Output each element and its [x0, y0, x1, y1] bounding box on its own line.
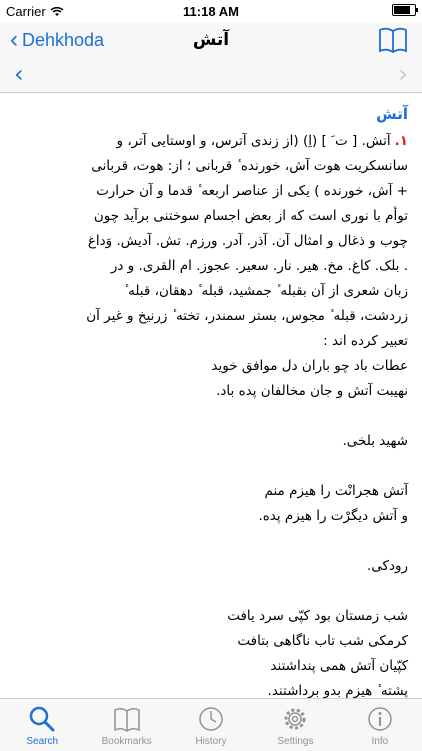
entry-line-text: زردشت، قبله ٔ مجوس، بستر سمندر، تخته ٔ زرنیخ و غیر آن — [86, 308, 408, 324]
carrier-label: Carrier — [6, 4, 46, 19]
tab-history[interactable] — [169, 699, 253, 751]
entry-line — [40, 154, 408, 179]
previous-entry-button[interactable] — [14, 60, 24, 88]
battery-icon — [392, 4, 416, 16]
entry-line-text: تعبیر کرده اند : — [323, 333, 408, 349]
entry-line — [40, 354, 408, 379]
status-right — [392, 4, 416, 16]
tab-bookmarks[interactable] — [84, 699, 168, 751]
entry-line — [40, 129, 408, 154]
chevron-right-icon: › — [398, 60, 408, 88]
sense-number: ۱. — [394, 133, 408, 149]
entry-line-text: سانسکریت هوت آش، خورنده ٔ قربانی ؛ از: هوت، قربانی — [91, 158, 408, 174]
nav-bar — [0, 22, 422, 93]
entry-heading: آتش — [376, 105, 408, 123]
entry-line-text: آتش. [ ت َ ] (اِ) (از زندی آترس، و اوستایی آتر، و — [116, 133, 391, 149]
chevron-left-icon: ‹ — [14, 60, 24, 88]
entry-line-text: و آتش دیگرْت را هیزم پده. — [258, 508, 408, 524]
entry-line — [40, 554, 408, 579]
tab-label: Bookmarks — [101, 736, 152, 747]
entry-line-text: کرمکی شب تاب ناگاهی بتافت — [237, 633, 408, 649]
entry-line — [40, 429, 408, 454]
blank-line — [40, 454, 408, 479]
entry-line — [40, 304, 408, 329]
info-icon — [366, 705, 394, 733]
blank-line — [40, 579, 408, 604]
next-entry-button[interactable] — [398, 60, 408, 88]
entry-line — [40, 329, 408, 354]
chevron-left-icon: ‹ — [10, 26, 18, 53]
entry-line — [40, 629, 408, 654]
entry-line-text: . بلک. کاغ. مخ. هیر. نار. سعیر. عجوز. ام القری. و در — [110, 258, 408, 274]
tab-settings[interactable] — [253, 699, 337, 751]
entry-line-text: رودکی. — [366, 558, 408, 574]
entry-line-text: عطات باد چو باران دل موافق خوید — [211, 358, 408, 374]
entry-line-text: چوب و ذغال و امثال آن. آذر. آدر. ورزم. تش. آدیش. وَداغ — [87, 233, 408, 249]
entry-line-text: شهید بلخی. — [342, 433, 408, 449]
blank-line — [40, 404, 408, 429]
battery-fill — [394, 6, 410, 14]
entry-line — [40, 479, 408, 504]
tab-label: Info — [371, 736, 389, 747]
status-time: 11:18 AM — [183, 4, 239, 19]
entry-line — [40, 204, 408, 229]
entry-line-text: شب زمستان بود کپّی سرد یافت — [227, 608, 408, 624]
entry-line — [40, 604, 408, 629]
settings-icon — [281, 705, 309, 733]
status-bar — [0, 0, 422, 22]
entry-body — [0, 123, 422, 698]
entry-line-text: کپّیان آتش همی پنداشتند — [270, 658, 408, 674]
entry-line — [40, 504, 408, 529]
entry-line-text: زبان شعری از آن بقبله ٔ جمشید، قبله ٔ دهقان، قبله ٔ — [123, 283, 408, 299]
bookmark-button[interactable] — [378, 26, 408, 58]
entry-line — [40, 279, 408, 304]
open-book-icon — [378, 26, 408, 54]
entry-line-text: نهیبت آتش و جان مخالفان پده باد. — [216, 383, 408, 399]
entry-line-text: آتش هجرانْت را هیزم منم — [264, 483, 408, 499]
entry-line — [40, 654, 408, 679]
entry-content[interactable] — [0, 93, 422, 698]
entry-line-text: + آش، خورنده ) یکی از عناصر اربعه ٔ قدما و آن حرارت — [96, 183, 408, 199]
tab-search[interactable] — [0, 699, 84, 751]
entry-line — [40, 254, 408, 279]
entry-line — [40, 679, 408, 698]
blank-line — [40, 529, 408, 554]
tab-label: Settings — [277, 736, 314, 747]
entry-line-text: توأم با نوری است که از بعض اجسام سوختنی برآید چون — [93, 208, 408, 224]
back-label: Dehkhoda — [22, 29, 105, 50]
entry-line-text: پشته ٔ هیزم بدو برداشتند. — [267, 683, 408, 698]
tab-bar — [0, 698, 422, 751]
entry-line — [40, 379, 408, 404]
tab-label: Search — [26, 736, 59, 747]
entry-line — [40, 229, 408, 254]
page-title: آتش — [192, 30, 230, 50]
entry-line — [40, 179, 408, 204]
search-icon — [28, 705, 56, 733]
history-icon — [197, 705, 225, 733]
tab-label: History — [195, 736, 227, 747]
tab-info[interactable] — [338, 699, 422, 751]
bookmarks-icon — [113, 705, 141, 733]
